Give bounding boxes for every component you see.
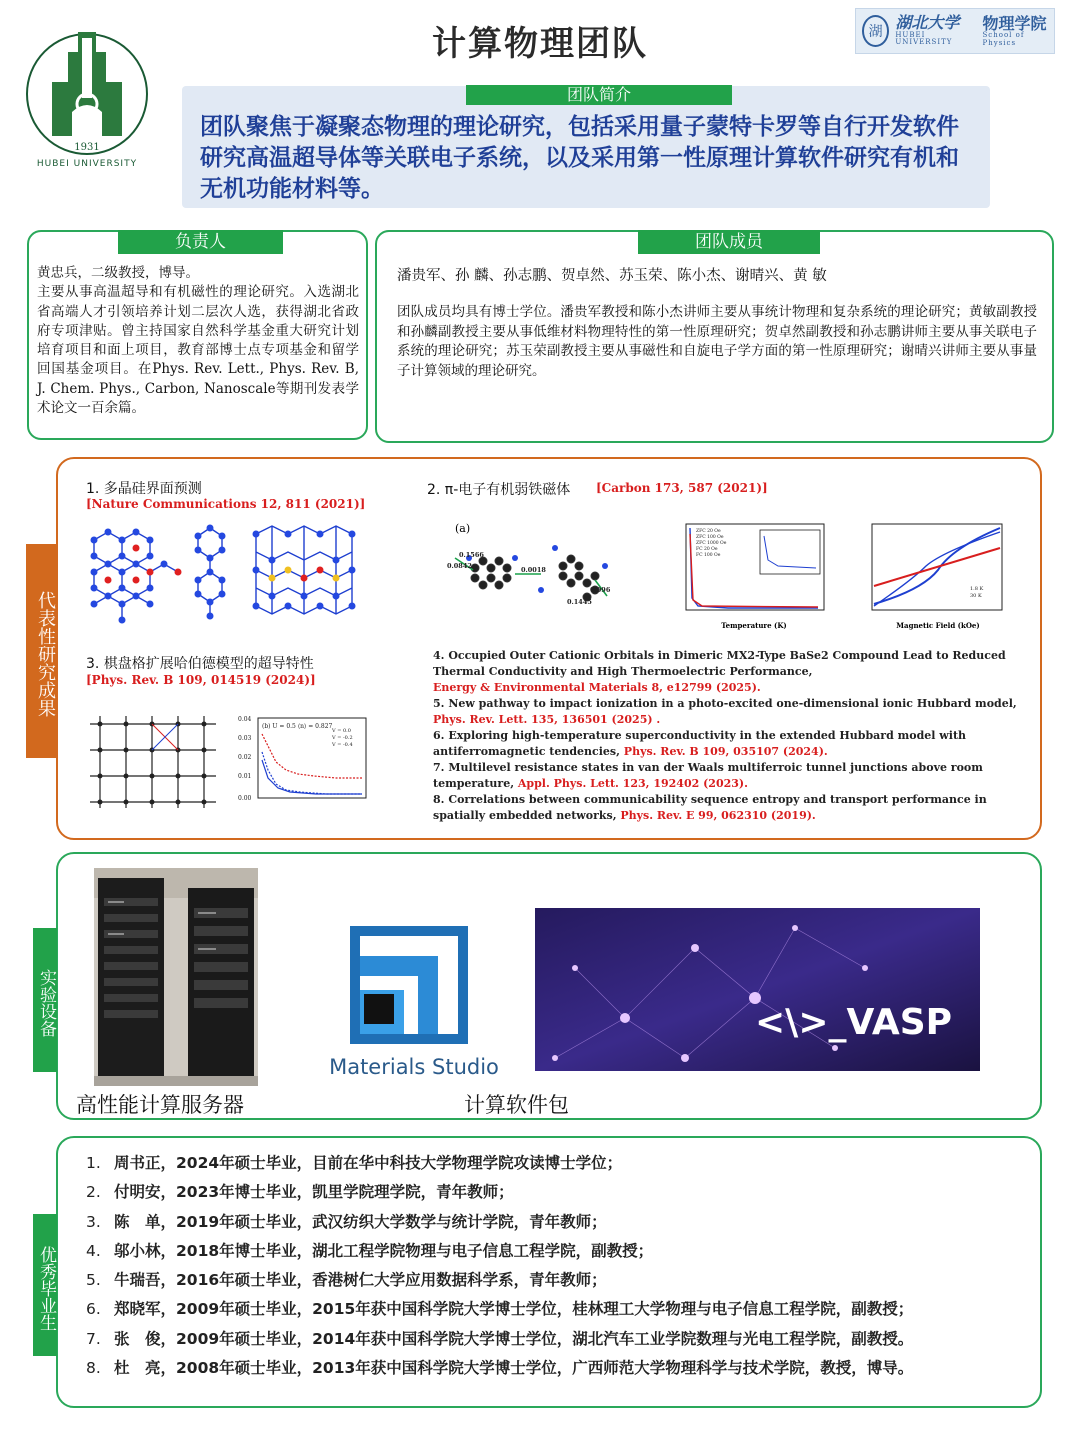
server-rack-photo (94, 868, 258, 1086)
fig2a-value-4: 0.096 (590, 586, 611, 594)
fig3-ytick-2: 0.03 (238, 735, 252, 742)
susceptibility-plot (668, 520, 830, 632)
page-title: 计算物理团队 (432, 24, 648, 64)
logo-year: 1931 (74, 142, 100, 153)
school-badge (855, 8, 1055, 54)
fig3-legend-1: V = 0.0 (332, 728, 351, 734)
graduate-item: 3. 陈 单，2019年硕士毕业，武汉纺织大学数学与统计学院，青年教师； (86, 1212, 607, 1231)
fig2a-panel-label: (a) (455, 522, 471, 535)
intro-text: 团队聚焦于凝聚态物理的理论研究，包括采用量子蒙特卡罗等自行开发软件研究高温超导体等关联电子系统，以及采用第一性原理计算软件研究有机和无机功能材料等。 (200, 114, 959, 202)
fig2a-value-5: 0.1445 (567, 598, 592, 606)
graduate-item: 7. 张 俊，2009年硕士毕业，2014年获中国科学院大学博士学位，湖北汽车工业学院数理与光电工程学院，副教授。 (86, 1329, 914, 1348)
server-caption: 高性能计算服务器 (76, 1093, 244, 1117)
fig3-ytick-4: 0.01 (238, 773, 252, 780)
fig3-title: (b) U = 0.5 ⟨n⟩ = 0.827 (262, 723, 333, 730)
fig2b-legend-1: ZFC 20 Oe (696, 529, 721, 534)
graduates-list (86, 1149, 1026, 1383)
logo-name: HUBEI UNIVERSITY (36, 159, 138, 169)
magnetization-plot (852, 520, 1007, 632)
members-tag: 团队成员 (638, 230, 820, 254)
materials-studio-logo (314, 924, 514, 1082)
graduate-item: 8. 杜 亮，2008年硕士毕业，2013年获中国科学院大学博士学位，广西师范大学物理科学与技术学院，教授，博导。 (86, 1359, 914, 1378)
graduate-item: 6. 郑晓军，2009年硕士毕业，2015年获中国科学院大学博士学位，桂林理工大学物理与电子信息工程学院，副教授； (86, 1300, 914, 1319)
fig2a-value-1: 0.1566 (459, 551, 484, 559)
members-text: 团队成员均具有博士学位。潘贵军教授和陈小杰讲师主要从事统计物理和复杂系统的理论研究；黄敏副教授和孙麟副教授主要从事低维材料物理特性的第一性原理研究；贺卓然副教授和孙志鹏讲师主要从事关联电子系统的理论研究；苏玉荣副教授主要从事磁性和自旋电子学方面的第一性原理研究；谢晴兴讲师主要从事量子计算领域的理论研究。 (397, 304, 1037, 379)
fig3-legend-2: V = -0.2 (332, 735, 353, 741)
fig2b-legend-3: ZFC 1000 Oe (696, 541, 727, 546)
graduates-side-label: 优秀毕业生 (33, 1214, 57, 1356)
result-3-ref: [Phys. Rev. B 109, 014519 (2024)] (86, 673, 316, 687)
fig3-ytick-5: 0.00 (238, 795, 252, 802)
hubei-university-logo (24, 12, 150, 176)
results-side-label: 代表性研究成果 (26, 544, 56, 758)
seal-icon: 湖 (862, 15, 889, 47)
vasp-banner (535, 908, 980, 1071)
publication-item: 5. New pathway to impact ionization in a photo-excited one-dimensional ionic Hubbard model, Phys. Rev. Lett. 135, 136501 (2025) . (433, 697, 1017, 726)
fig2b-xlabel: Temperature (K) (721, 621, 787, 630)
fig2a-value-3: 0.0018 (521, 566, 546, 574)
intro-tag: 团队简介 (466, 85, 732, 105)
fig2c-xlabel: Magnetic Field (kOe) (896, 621, 980, 630)
fig2a-value-2: 0.0842 (447, 562, 472, 570)
publication-list (433, 648, 1023, 824)
badge-school-cn: 物理学院 (982, 13, 1047, 33)
leader-tag: 负责人 (118, 230, 283, 254)
result-3-title: 3. 棋盘格扩展哈伯德模型的超导特性 (86, 656, 314, 672)
publication-item: 7. Multilevel resistance states in van der Waals multiferroic tunnel junctions above room temperature, Appl. Phys. Lett. 123, 192402 (2023). (433, 761, 983, 790)
equipment-side-label: 实验设备 (33, 928, 57, 1072)
result-2-title: 2. π-电子有机弱铁磁体 (427, 482, 571, 498)
badge-school-en: School of Physics (982, 31, 1025, 47)
polysilicon-structure-figure (86, 520, 356, 625)
result-2-ref: [Carbon 173, 587 (2021)] (596, 481, 768, 495)
fig2b-legend-2: ZFC 100 Oe (696, 535, 724, 540)
publication-item: 8. Correlations between communicability sequence entropy and transport performance in spatially embedded networks, Phys. Rev. E 99, 062310 (2019). (433, 793, 987, 822)
result-1-title: 1. 多晶硅界面预测 (86, 481, 202, 497)
badge-university-en: HUBEI UNIVERSITY (895, 31, 953, 47)
graduate-item: 5. 牛瑞吾，2016年硕士毕业，香港树仁大学应用数据科学系，青年教师； (86, 1271, 607, 1290)
graduate-item: 2. 付明安，2023年博士毕业，凯里学院理学院，青年教师； (86, 1183, 514, 1202)
vasp-label: <\>_VASP (755, 1002, 953, 1043)
fig2c-legend-2: 30 K (970, 593, 982, 599)
graduate-item: 4. 邬小林，2018年博士毕业，湖北工程学院物理与电子信息工程学院，副教授； (86, 1241, 654, 1260)
fig3-legend-3: V = -0.4 (332, 742, 353, 748)
result-1-ref: [Nature Communications 12, 811 (2021)] (86, 497, 366, 511)
graduate-item: 1. 周书正，2024年硕士毕业，目前在华中科技大学物理学院攻读博士学位； (86, 1154, 623, 1172)
publication-item: 4. Occupied Outer Cationic Orbitals in Dimeric MX2-Type BaSe2 Compound Lead to Reduced Thermal Conductivity and High Thermoelectric Performance, Energy & Environmental Materials 8, e12799 (2025). (433, 649, 1006, 694)
fig3-ytick-1: 0.04 (238, 716, 252, 723)
ms-label: Materials Studio (329, 1055, 499, 1079)
members-names: 潘贵军、孙 麟、孙志鹏、贺卓然、苏玉荣、陈小杰、谢晴兴、黄 敏 (397, 268, 827, 284)
software-caption: 计算软件包 (464, 1093, 569, 1117)
publication-item: 6. Exploring high-temperature superconductivity in the extended Hubbard model with antiferromagnetic tendencies, Phys. Rev. B 109, 035107 (2024). (433, 729, 967, 758)
fig2c-legend-1: 1.8 K (970, 586, 984, 592)
organic-molecule-figure (445, 518, 615, 618)
badge-university-cn: 湖北大学 (895, 13, 960, 33)
fig2b-legend-4: FC 20 Oe (696, 547, 718, 552)
fig3-ytick-3: 0.02 (238, 754, 252, 761)
leader-text: 黄忠兵，二级教授，博导。 主要从事高温超导和有机磁性的理论研究。入选湖北省高端人才引领培养计划二层次人选，获得湖北省政府专项津贴。曾主持国家自然科学基金重大研究计划培育项目和面上项目，教育部博士点专项基金和留学回国基金项目。在Phys. Rev. Lett., Phys. Rev. B, J. Chem. Phys., Carbon, Nanoscale等期刊发表学术论文一百余篇。 (37, 265, 359, 417)
checkerboard-hubbard-figure (86, 712, 371, 812)
fig2b-legend-5: FC 100 Oe (696, 553, 721, 558)
